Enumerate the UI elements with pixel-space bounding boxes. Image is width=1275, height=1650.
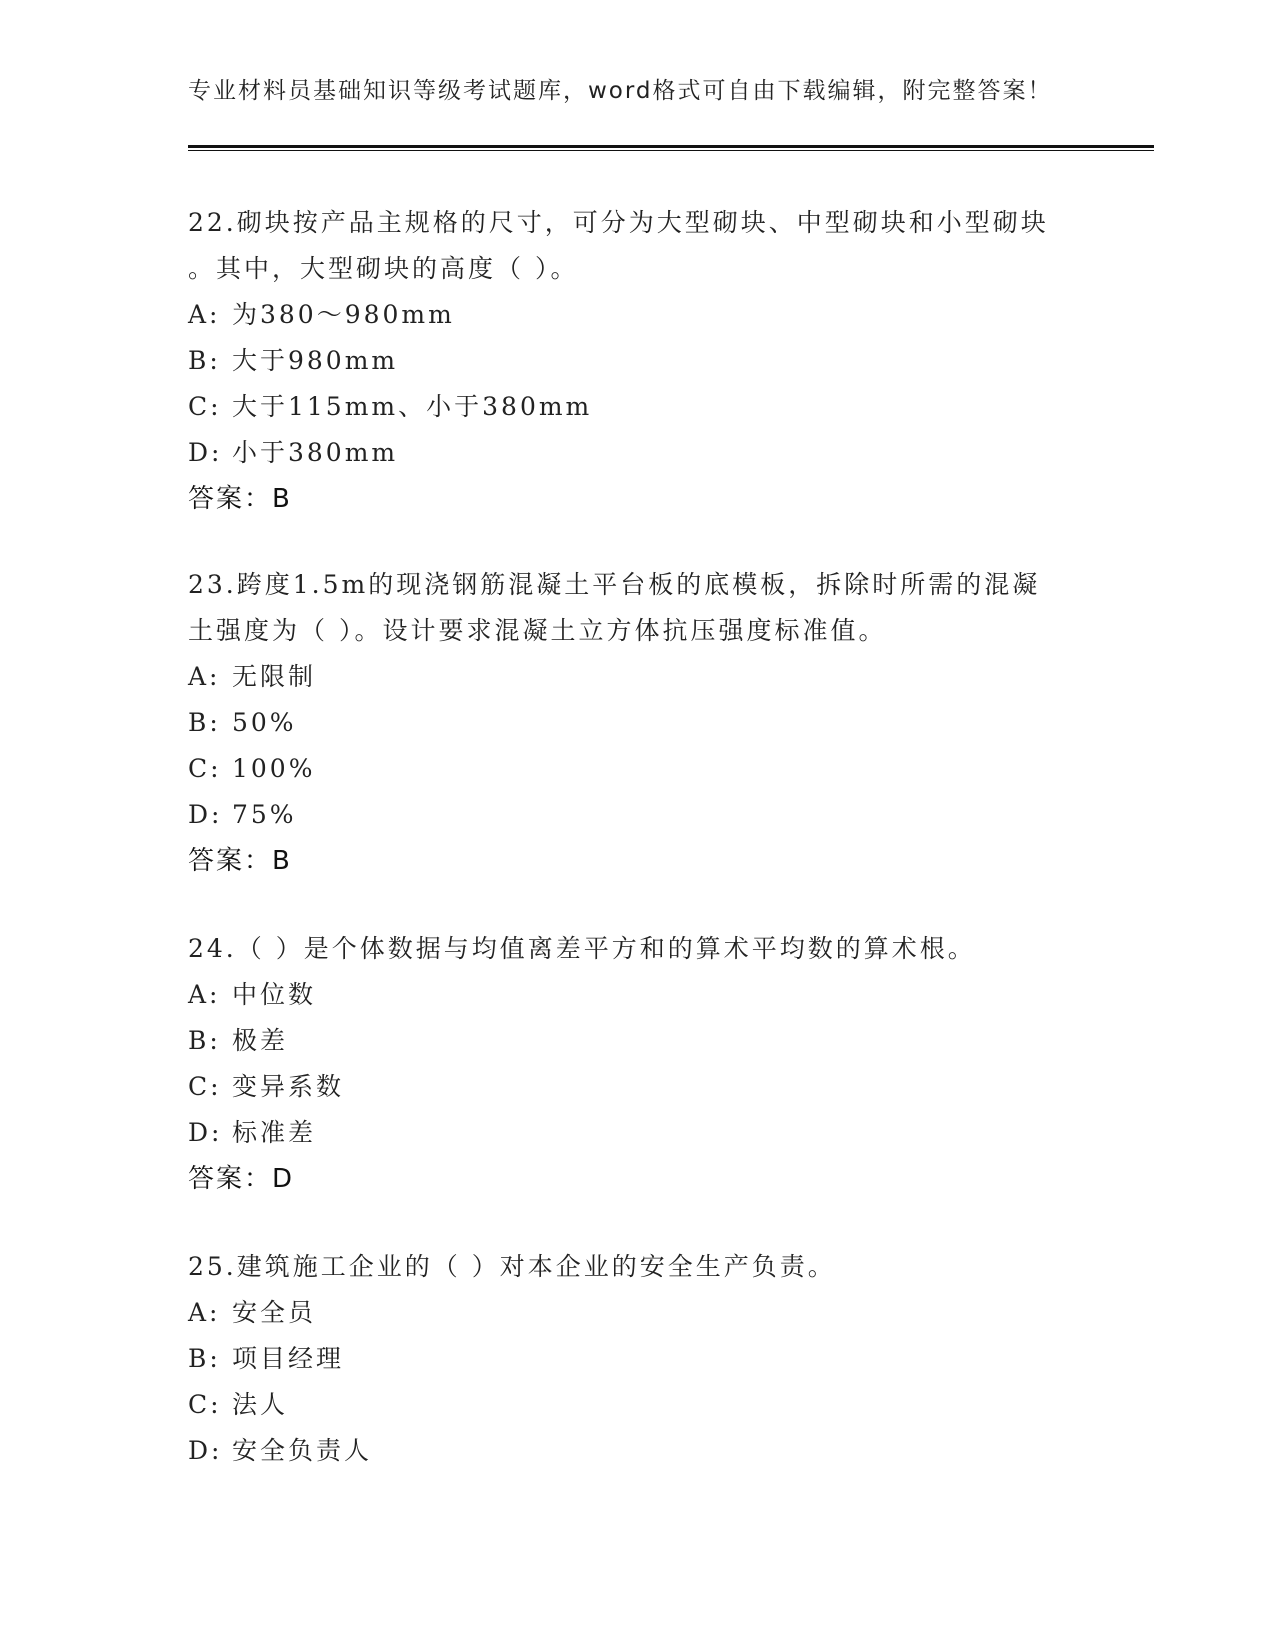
option-c: [188, 1382, 1088, 1428]
option-letter: B:: [188, 1026, 221, 1055]
page-header: 专业材料员基础知识等级考试题库，word格式可自由下载编辑，附完整答案！: [188, 78, 1053, 104]
question-25: [188, 1244, 1088, 1474]
option-text: 标准差: [232, 1118, 317, 1147]
question-22: [188, 200, 1088, 522]
option-text: 小于380mm: [232, 438, 399, 467]
option-d: [188, 792, 1088, 838]
question-stem-line: 土强度为（ ）。设计要求混凝土立方体抗压强度标准值。: [188, 616, 887, 645]
option-text: 大于980mm: [232, 346, 399, 375]
option-text: 变异系数: [232, 1072, 345, 1101]
option-letter: C:: [188, 754, 222, 783]
option-a: [188, 1290, 1088, 1336]
option-text: 100%: [232, 754, 316, 783]
option-letter: C:: [188, 1072, 222, 1101]
option-letter: D:: [188, 800, 223, 829]
question-24: [188, 926, 1088, 1202]
option-text: 法人: [232, 1390, 289, 1419]
option-b: [188, 700, 1088, 746]
option-letter: C:: [188, 392, 222, 421]
option-d: [188, 1110, 1088, 1156]
option-letter: B:: [188, 1344, 221, 1373]
option-text: 75%: [232, 800, 297, 829]
option-text: 中位数: [232, 980, 317, 1009]
option-d: [188, 1428, 1088, 1474]
option-letter: B:: [188, 708, 221, 737]
option-letter: A:: [188, 980, 221, 1009]
option-letter: A:: [188, 300, 221, 329]
option-c: [188, 384, 1088, 430]
question-stem-line: 。其中，大型砌块的高度（ ）。: [188, 254, 579, 283]
option-text: 无限制: [232, 662, 317, 691]
option-b: [188, 1336, 1088, 1382]
option-a: [188, 972, 1088, 1018]
question-23: [188, 562, 1088, 884]
option-text: 安全员: [232, 1298, 317, 1327]
option-text: 极差: [232, 1026, 289, 1055]
option-text: 项目经理: [232, 1344, 345, 1373]
option-a: [188, 292, 1088, 338]
option-letter: D:: [188, 438, 223, 467]
answer-label: 答案：B: [188, 484, 292, 514]
option-letter: D:: [188, 1118, 223, 1147]
option-a: [188, 654, 1088, 700]
question-stem-line: 25.建筑施工企业的（ ）对本企业的安全生产负责。: [188, 1252, 836, 1281]
question-stem-line: 22.砌块按产品主规格的尺寸，可分为大型砌块、中型砌块和小型砌块: [188, 208, 1049, 237]
question-stem-line: 23.跨度1.5m的现浇钢筋混凝土平台板的底模板，拆除时所需的混凝: [188, 570, 1041, 599]
question-stem-line: 24.（ ）是个体数据与均值离差平方和的算术平均数的算术根。: [188, 934, 976, 963]
option-letter: A:: [188, 662, 221, 691]
option-letter: C:: [188, 1390, 222, 1419]
option-text: 50%: [232, 708, 297, 737]
option-c: [188, 1064, 1088, 1110]
option-b: [188, 1018, 1088, 1064]
header-rule-thick: [188, 145, 1154, 148]
option-text: 安全负责人: [232, 1436, 373, 1465]
option-b: [188, 338, 1088, 384]
option-letter: A:: [188, 1298, 221, 1327]
answer-label: 答案：B: [188, 846, 292, 876]
option-c: [188, 746, 1088, 792]
option-text: 为380～980mm: [232, 300, 455, 329]
option-d: [188, 430, 1088, 476]
option-letter: B:: [188, 346, 221, 375]
option-text: 大于115mm、小于380mm: [232, 392, 593, 421]
answer-label: 答案：D: [188, 1164, 295, 1194]
option-letter: D:: [188, 1436, 223, 1465]
header-rule-thin: [188, 150, 1154, 151]
